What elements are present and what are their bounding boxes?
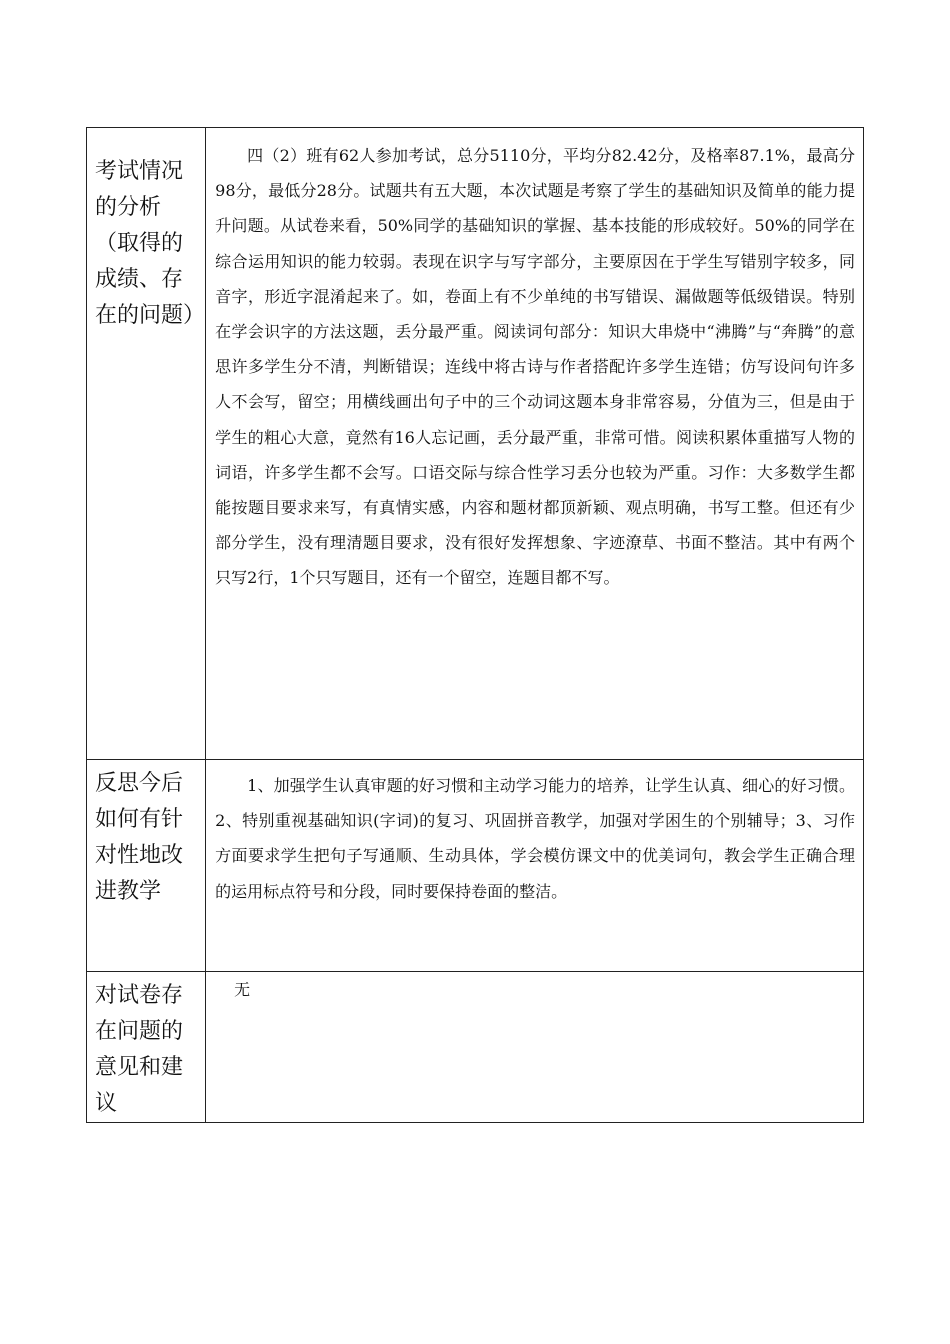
suggestions-text: 无 xyxy=(234,980,251,999)
row-label-reflection: 反思今后如何有针对性地改进教学 xyxy=(87,760,206,972)
row-content-reflection xyxy=(206,760,864,972)
row-content-suggestions xyxy=(206,972,864,1123)
table-row-exam-analysis xyxy=(87,128,864,760)
exam-analysis-text: 四（2）班有62人参加考试，总分5110分，平均分82.42分，及格率87.1%，最高分98分，最低分28分。试题共有五大题，本次试题是考察了学生的基础知识及简单的能力提升问题。从试卷来看，50%同学的基础知识的掌握、基本技能的形成较好。50%的同学在综合运用知识的能力较弱。表现在识字与写字部分，主要原因在于学生写错别字较多，同音字，形近字混淆起来了。如，卷面上有不少单纯的书写错误、漏做题等低级错误。特别在学会识字的方法这题，丢分最严重。阅读词句部分：知识大串烧中“沸腾”与“奔腾”的意思许多学生分不清，判断错误；连线中将古诗与作者搭配许多学生连错；仿写设问句许多人不会写，留空；用横线画出句子中的三个动词这题本身非常容易，分值为三，但是由于学生的粗心大意，竟然有16人忘记画，丢分最严重，非常可惜。阅读积累体重描写人物的词语，许多学生都不会写。口语交际与综合性学习丢分也较为严重。习作：大多数学生都能按题目要求来写，有真情实感，内容和题材都顶新颖、观点明确，书写工整。但还有少部分学生，没有理清题目要求，没有很好发挥想象、字迹潦草、书面不整洁。其中有两个只写2行，1个只写题目，还有一个留空，连题目都不写。 xyxy=(215,146,855,588)
row-content-exam-analysis xyxy=(206,128,864,760)
table-row-suggestions xyxy=(87,972,864,1123)
row-label-suggestions: 对试卷存在问题的意见和建议 xyxy=(87,972,206,1123)
exam-analysis-table xyxy=(86,127,864,1123)
table-row-reflection xyxy=(87,760,864,972)
reflection-text: 1、加强学生认真审题的好习惯和主动学习能力的培养，让学生认真、细心的好习惯。2、特别重视基础知识(字词)的复习、巩固拼音教学，加强对学困生的个别辅导；3、习作方面要求学生把句子写通顺、生动具体，学会模仿课文中的优美词句，教会学生正确合理的运用标点符号和分段，同时要保持卷面的整洁。 xyxy=(215,776,855,901)
row-label-exam-analysis: 考试情况的分析（取得的成绩、存在的问题） xyxy=(87,128,206,760)
